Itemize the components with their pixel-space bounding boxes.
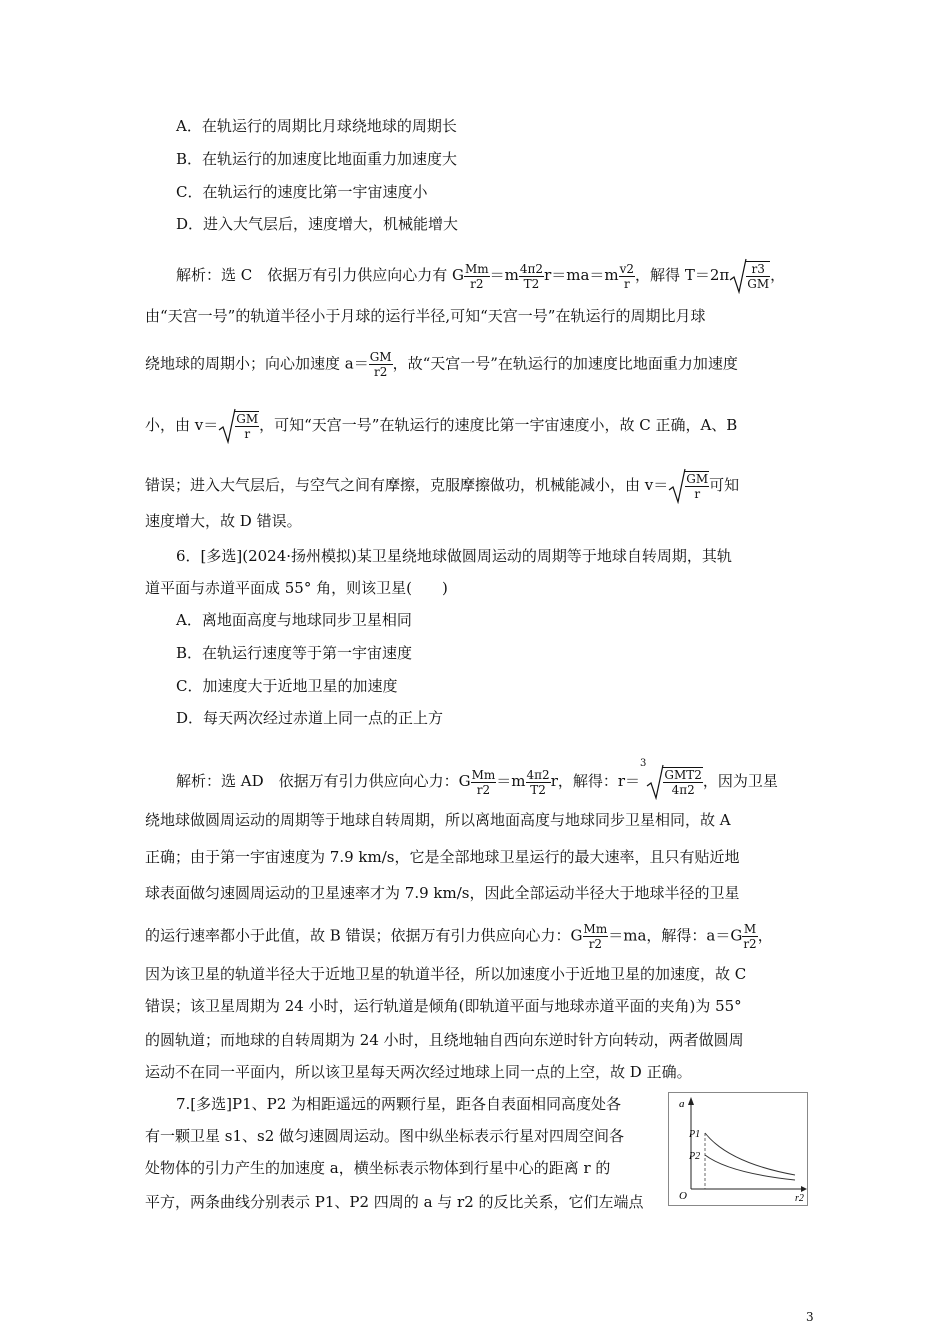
q5-option-a: A．在轨运行的周期比月球绕地球的周期长 [176,117,457,135]
q6-stem-line-2: 道平面与赤道平面成 55° 角，则该卫星( ) [145,579,448,597]
q5-option-c: C．在轨运行的速度比第一宇宙速度小 [176,183,428,201]
square-root: $\frac{GM}{r}$ [218,408,259,444]
q6-analysis-line-1: 解析：选 AD 依据万有引力供应向心力：G $\frac{Mm}{r2}$ ＝m $\frac{4\pi 2}{T2}$ r，解得：r＝$^3$ $\frac{\text{GMT2}}{4\pi 2}$ ，因为卫星 [176,764,778,800]
x-axis-label: r2 [795,1193,804,1204]
q7-line-1: 7.[多选]P1、P2 为相距遥远的两颗行星，距各自表面相同高度处各 [176,1095,622,1113]
q5-option-d: D．进入大气层后，速度增大，机械能增大 [176,215,459,233]
origin-label: O [679,1190,687,1202]
fraction: $\frac{Mm}{r2}$ [471,767,496,797]
q5-analysis-line-6: 速度增大，故 D 错误。 [145,512,302,530]
q6-analysis-line-8: 的圆轨道；而地球的自转周期为 24 小时，且绕地轴自西向东逆时针方向转动，两者做圆周 [145,1031,744,1049]
q6-option-d: D．每天两次经过赤道上同一点的正上方 [176,709,444,727]
curve-p2 [705,1155,795,1180]
q5-analysis-line-2: 由“天宫一号”的轨道半径小于月球的运行半径,可知“天宫一号”在轨运行的周期比月球 [145,307,706,325]
fraction: $\frac{4\pi 2}{T2}$ [526,767,550,797]
cube-root: $^3$ $\frac{\text{GMT2}}{4\pi 2}$ [640,758,702,797]
page-number: 3 [806,1310,814,1324]
fraction: $\frac{4\pi 2}{T2}$ [519,261,544,291]
a-vs-r2-figure [668,1092,808,1206]
q6-analysis-line-3: 正确；由于第一宇宙速度为 7.9 km/s，它是全部地球卫星运行的最大速率，且只有贴近地 [145,848,740,866]
q7-line-4: 平方，两条曲线分别表示 P1、P2 四周的 a 与 r2 的反比关系，它们左端点 [145,1193,644,1211]
fraction: $\frac{v2}{r}$ [619,261,635,291]
q6-stem-line-1: 6．[多选](2024·扬州模拟)某卫星绕地球做圆周运动的周期等于地球自转周期，其轨 [176,547,732,565]
fraction: $\frac{GM}{r2}$ [369,350,392,379]
p1-label: P1 [689,1129,701,1140]
q6-analysis-line-6: 因为该卫星的轨道半径大于近地卫星的轨道半径，所以加速度小于近地卫星的加速度，故 C [145,965,747,983]
fraction: $\frac{Mm}{r2}$ [465,261,489,291]
q5-analysis-line-1: 解析：选 C 依据万有引力供应向心力有 G $\frac{Mm}{r2}$ ＝m $\frac{4\pi 2}{T2}$ r＝ma＝m $\frac{v2}{r}$ ，解得 T＝2π $\frac{r3}{GM}$ ， [176,258,785,294]
square-root: $\frac{GM}{r}$ [668,468,709,504]
fraction: $\frac{M}{r2}$ [743,922,757,951]
q6-analysis-line-2: 绕地球做圆周运动的周期等于地球自转周期，所以离地面高度与地球同步卫星相同，故 A [145,811,731,829]
q6-option-a: A．离地面高度与地球同步卫星相同 [176,611,412,629]
square-root: $\frac{r3}{GM}$ [729,258,770,294]
q5-analysis-line-5: 错误；进入大气层后，与空气之间有摩擦，克服摩擦做功，机械能减小，由 v＝ $\frac{GM}{r}$ 可知 [145,468,739,504]
q5-option-b: B．在轨运行的加速度比地面重力加速度大 [176,150,458,168]
q6-analysis-line-9: 运动不在同一平面内，所以该卫星每天两次经过地球上同一点的上空，故 D 正确。 [145,1063,692,1081]
q7-line-2: 有一颗卫星 s1、s2 做匀速圆周运动。图中纵坐标表示行星对四周空间各 [145,1127,625,1145]
q6-option-b: B．在轨运行速度等于第一宇宙速度 [176,644,413,662]
fraction: $\frac{Mm}{r2}$ [583,922,608,951]
q6-option-c: C．加速度大于近地卫星的加速度 [176,677,398,695]
p2-label: P2 [689,1151,701,1162]
curve-p1 [705,1133,795,1175]
q5-analysis-line-3: 绕地球的周期小；向心加速度 a＝ $\frac{GM}{r2}$ ，故“天宫一号”在轨运行的加速度比地面重力加速度 [145,350,738,379]
y-axis-arrow [688,1097,694,1105]
figure-graph [669,1093,807,1205]
q6-analysis-line-4: 球表面做匀速圆周运动的卫星速率才为 7.9 km/s，因此全部运动半径大于地球半径的卫星 [145,884,740,902]
y-axis-label: a [679,1098,685,1110]
x-axis-arrow [801,1186,807,1192]
q7-line-3: 处物体的引力产生的加速度 a，横坐标表示物体到行星中心的距离 r 的 [145,1159,611,1177]
q5-analysis-line-4: 小，由 v＝ $\frac{GM}{r}$ ，可知“天宫一号”在轨运行的速度比第一宇宙速度小，故 C 正确，A、B [145,408,737,444]
q6-analysis-line-5: 的运行速率都小于此值，故 B 错误；依据万有引力供应向心力：G $\frac{Mm}{r2}$ ＝ma，解得：a＝G $\frac{M}{r2}$ ， [145,922,773,951]
q6-analysis-line-7: 错误；该卫星周期为 24 小时，运行轨道是倾角(即轨道平面与地球赤道平面的夹角)为 55° [145,997,742,1015]
